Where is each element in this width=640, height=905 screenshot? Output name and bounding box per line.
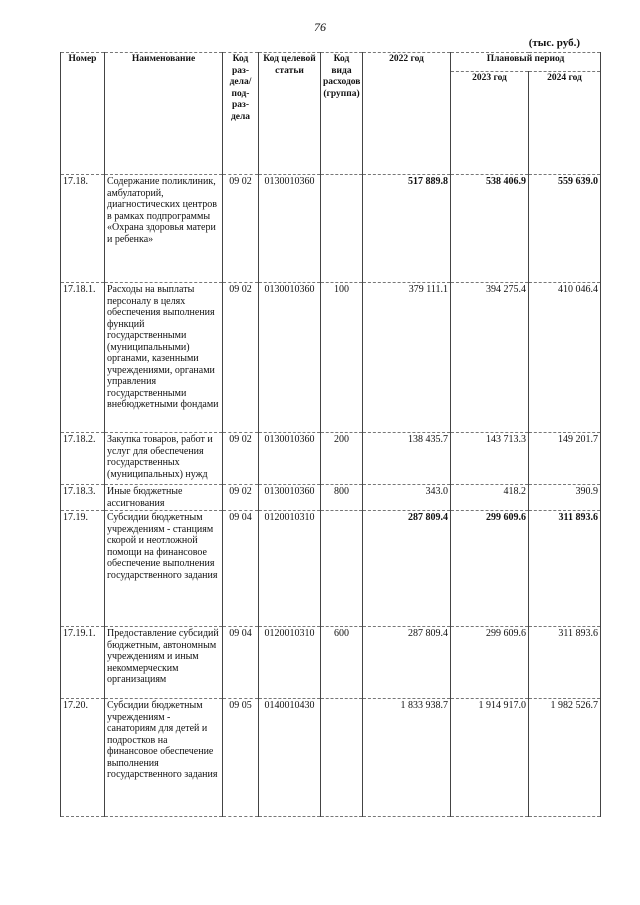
header-row-top <box>61 53 601 72</box>
row-value-2023: 143 713.3 <box>451 433 529 485</box>
header-year-2022: 2022 год <box>363 53 451 175</box>
row-expense-type: 800 <box>321 485 363 511</box>
row-subsection: 02 <box>241 176 252 187</box>
row-value-2022: 138 435.7 <box>363 433 451 485</box>
row-section-code <box>223 433 259 485</box>
row-value-2022: 343.0 <box>363 485 451 511</box>
row-number: 17.20. <box>61 699 105 817</box>
row-value-2022: 287 809.4 <box>363 511 451 627</box>
table-row <box>61 699 601 817</box>
row-value-2023: 538 406.9 <box>451 175 529 283</box>
header-name: Наименование <box>105 53 223 175</box>
header-number: Номер <box>61 53 105 175</box>
header-section-code: Код раз-дела/ под-раз-дела <box>223 53 259 175</box>
row-subsection: 02 <box>241 284 252 295</box>
row-expense-type <box>321 699 363 817</box>
row-number: 17.19.1. <box>61 627 105 699</box>
row-section: 09 <box>229 628 240 639</box>
table-row <box>61 485 601 511</box>
header-year-2023: 2023 год <box>451 72 529 175</box>
row-value-2023: 1 914 917.0 <box>451 699 529 817</box>
row-expense-type <box>321 175 363 283</box>
header-expense-type: Код вида расходов (группа) <box>321 53 363 175</box>
row-value-2024: 311 893.6 <box>529 511 601 627</box>
row-section-code <box>223 175 259 283</box>
row-name: Иные бюджетные ассигнования <box>105 485 223 511</box>
row-name: Предоставление субсидий бюджетным, автономным учреждениям и иным некоммерческим организациям <box>105 627 223 699</box>
row-expense-type: 100 <box>321 283 363 433</box>
row-value-2023: 418.2 <box>451 485 529 511</box>
row-subsection: 04 <box>241 512 252 523</box>
row-expense-type <box>321 511 363 627</box>
row-value-2023: 299 609.6 <box>451 627 529 699</box>
row-section: 09 <box>229 486 240 497</box>
page-number: 76 <box>314 20 326 34</box>
row-value-2023: 394 275.4 <box>451 283 529 433</box>
row-number: 17.18.2. <box>61 433 105 485</box>
row-number: 17.18. <box>61 175 105 283</box>
row-number: 17.18.3. <box>61 485 105 511</box>
budget-table <box>60 52 601 817</box>
row-name: Субсидии бюджетным учреждениям - станциям скорой и неотложной помощи на финансовое обеспечение выполнения государственного задания <box>105 511 223 627</box>
row-value-2024: 311 893.6 <box>529 627 601 699</box>
row-expense-type: 600 <box>321 627 363 699</box>
table-row <box>61 511 601 627</box>
row-expense-type: 200 <box>321 433 363 485</box>
row-number: 17.18.1. <box>61 283 105 433</box>
row-name: Содержание поликлиник, амбулаторий, диагностических центров в рамках подпрограммы «Охрана здоровья матери и ребенка» <box>105 175 223 283</box>
row-value-2024: 559 639.0 <box>529 175 601 283</box>
row-target-code: 0130010360 <box>259 175 321 283</box>
row-target-code: 0120010310 <box>259 511 321 627</box>
row-value-2024: 1 982 526.7 <box>529 699 601 817</box>
row-section: 09 <box>229 176 240 187</box>
row-value-2023: 299 609.6 <box>451 511 529 627</box>
row-subsection: 04 <box>241 628 252 639</box>
row-name: Субсидии бюджетным учреждениям - санаториям для детей и подростков на финансовое обеспечение выполнения государственного задания <box>105 699 223 817</box>
table-row <box>61 283 601 433</box>
table-row <box>61 627 601 699</box>
row-number: 17.19. <box>61 511 105 627</box>
units-label: (тыс. руб.) <box>528 37 580 49</box>
row-target-code: 0140010430 <box>259 699 321 817</box>
row-value-2022: 1 833 938.7 <box>363 699 451 817</box>
row-name: Расходы на выплаты персоналу в целях обеспечения выполнения функций государственными (муниципальными) органами, казенными учреждениями, органами управления государственными внебюджетными фондами <box>105 283 223 433</box>
header-planned-period: Плановый период <box>451 53 601 72</box>
row-section: 09 <box>229 434 240 445</box>
row-subsection: 05 <box>241 700 252 711</box>
row-target-code: 0130010360 <box>259 485 321 511</box>
row-section-code <box>223 627 259 699</box>
row-value-2024: 410 046.4 <box>529 283 601 433</box>
row-value-2022: 379 111.1 <box>363 283 451 433</box>
row-name: Закупка товаров, работ и услуг для обеспечения государственных (муниципальных) нужд <box>105 433 223 485</box>
row-value-2022: 517 889.8 <box>363 175 451 283</box>
row-section: 09 <box>229 700 240 711</box>
row-subsection: 02 <box>241 434 252 445</box>
row-section-code <box>223 511 259 627</box>
table-body <box>61 175 601 817</box>
row-value-2024: 149 201.7 <box>529 433 601 485</box>
row-subsection: 02 <box>241 486 252 497</box>
header-target-code: Код целевой статьи <box>259 53 321 175</box>
row-value-2024: 390.9 <box>529 485 601 511</box>
row-value-2022: 287 809.4 <box>363 627 451 699</box>
table-row <box>61 175 601 283</box>
row-section: 09 <box>229 284 240 295</box>
table-row <box>61 433 601 485</box>
row-section-code <box>223 699 259 817</box>
row-target-code: 0130010360 <box>259 283 321 433</box>
row-target-code: 0120010310 <box>259 627 321 699</box>
header-year-2024: 2024 год <box>529 72 601 175</box>
row-section-code <box>223 485 259 511</box>
row-section-code <box>223 283 259 433</box>
row-section: 09 <box>229 512 240 523</box>
row-target-code: 0130010360 <box>259 433 321 485</box>
